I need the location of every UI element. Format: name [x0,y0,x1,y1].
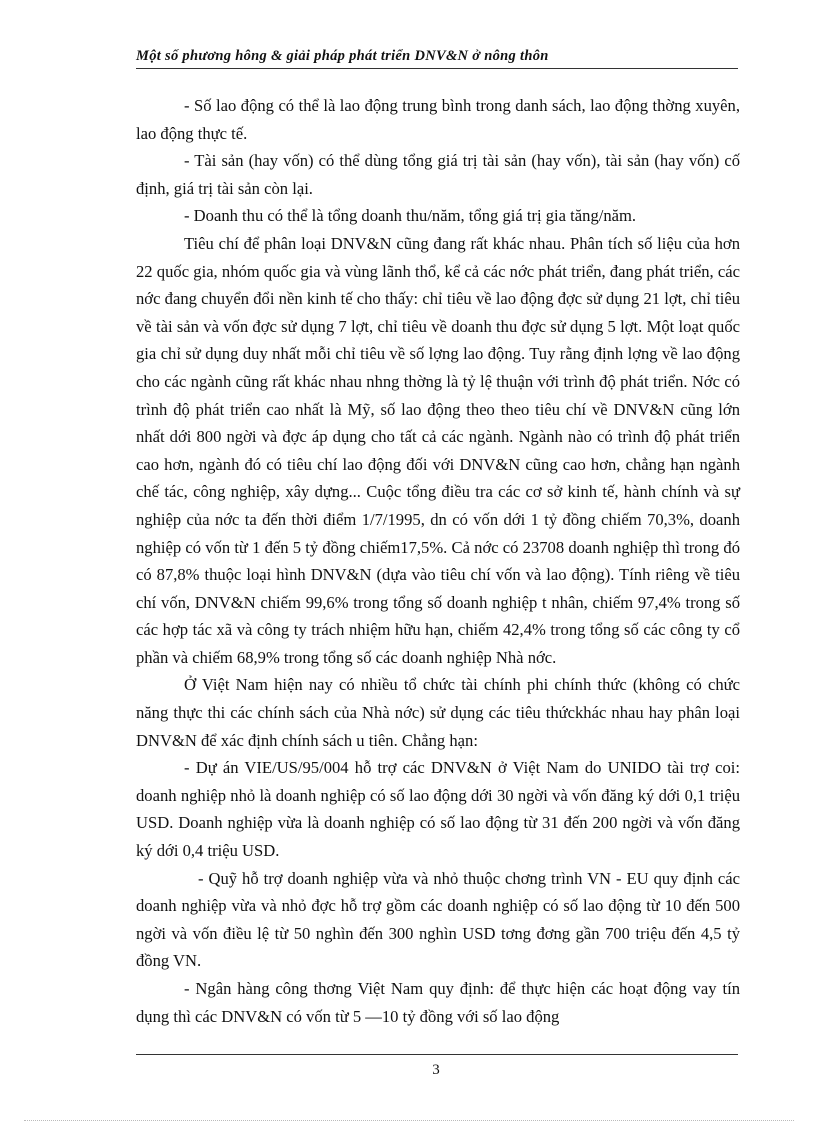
paragraph-classification-criteria: Tiêu chí để phân loại DNV&N cũng đang rất khác nhau. Phân tích số liệu của hơn 22 quốc gia, nhóm quốc gia và vùng lãnh thổ, kể cả các nớc phát triển, đang phát triển, các nớc đang chuyển đổi nền kinh tế cho thấy: chỉ tiêu về lao động đợc sử dụng 21 lợt, chỉ tiêu về tài sản và vốn đợc sử dụng 7 lợt, chỉ tiêu về doanh thu đợc sử dụng 5 lợt. Một loạt quốc gia chỉ sử dụng duy nhất mỗi chỉ tiêu về số lợng lao động. Tuy rằng định lợng về lao động cho các ngành cũng rất khác nhau nhng thờng là tỷ lệ thuận với trình độ phát triển. Nớc có trình độ phát triển cao nhất là Mỹ, số lao động theo theo tiêu chí về DNV&N cũng lớn nhất dới 800 ngời và đợc áp dụng cho tất cả các ngành. Ngành nào có trình độ phát triển cao hơn, ngành đó có tiêu chí lao động đối với DNV&N cũng cao hơn, chẳng hạn ngành chế tác, công nghiệp, xây dựng... Cuộc tổng điều tra các cơ sở kinh tế, hành chính và sự nghiệp của nớc ta đến thời điểm 1/7/1995, dn có vốn dới 1 tỷ đồng chiếm 70,3%, doanh nghiệp có vốn từ 1 đến 5 tỷ đồng chiếm17,5%. Cả nớc có 23708 doanh nghiệp thì trong đó có 87,8% thuộc loại hình DNV&N (dựa vào tiêu chí vốn và lao động). Tính riêng về tiêu chí vốn, DNV&N chiếm 99,6% trong tổng số doanh nghiệp t nhân, chiếm 97,4% trong số các hợp tác xã và công ty trách nhiệm hữu hạn, chiếm 42,4% trong tổng số các công ty cổ phần và chiếm 68,9% trong tổng số các doanh nghiệp Nhà nớc. [136,233,740,667]
paragraph-vietnam-institutions: Ở Việt Nam hiện nay có nhiều tổ chức tài chính phi chính thức (không có chức năng thực thi các chính sách của Nhà nớc) sử dụng các tiêu thứckhác nhau hay phân loại DNV&N để xác định chính sách u tiên. Chẳng hạn: [136,675,740,750]
paragraph-assets: - Tài sản (hay vốn) có thể dùng tổng giá trị tài sản (hay vốn), tài sản (hay vốn) cố định, giá trị tài sản còn lại. [136,151,740,198]
body-text [136,92,740,1030]
paragraph-labor-count: - Số lao động có thể là lao động trung bình trong danh sách, lao động thờng xuyên, lao động thực tế. [136,96,740,143]
paragraph-unido-project: - Dự án VIE/US/95/004 hỗ trợ các DNV&N ở Việt Nam do UNIDO tài trợ coi: doanh nghiệp nhỏ là doanh nghiệp có số lao động dới 30 ngời và vốn đăng ký dới 0,1 triệu USD. Doanh nghiệp vừa là doanh nghiệp có số lao động từ 31 đến 200 ngời và vốn đăng ký dới 0,4 triệu USD. [136,758,740,861]
footer-rule [136,1054,738,1055]
paragraph-vietinbank: - Ngân hàng công thơng Việt Nam quy định: để thực hiện các hoạt động vay tín dụng thì các DNV&N có vốn từ 5 —10 tỷ đồng với số lao động [136,979,740,1026]
running-header: Một số phương hông & giải pháp phát triển DNV&N ở nông thôn [136,48,549,64]
paragraph-revenue: - Doanh thu có thể là tổng doanh thu/năm, tổng giá trị gia tăng/năm. [184,206,637,226]
header-rule [136,68,738,69]
page-bottom-border [24,1120,794,1121]
paragraph-vn-eu-fund: - Quỹ hỗ trợ doanh nghiệp vừa và nhỏ thuộc chơng trình VN - EU quy định các doanh nghiệp vừa và nhỏ đợc hỗ trợ gồm các doanh nghiệp có số lao động từ 10 đến 500 ngời và vốn điều lệ từ 50 nghìn đến 300 nghìn USD tơng đơng gần 700 triệu đến 4,5 tỷ đồng VN. [136,868,740,971]
page-number: 3 [432,1062,440,1078]
